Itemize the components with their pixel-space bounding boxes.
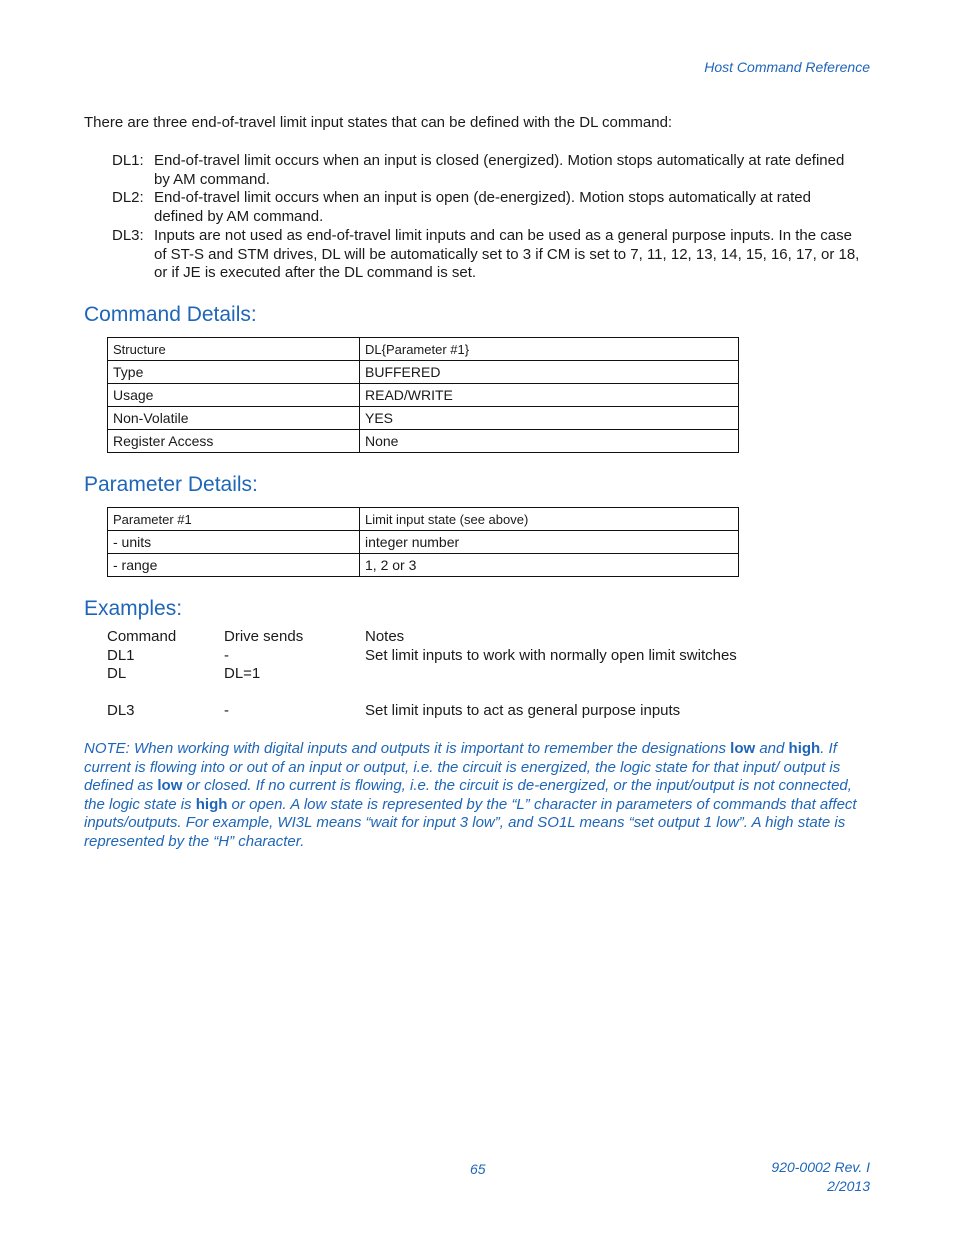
example-cell: DL=1 (224, 665, 261, 683)
examples-drive-sends-column (224, 628, 303, 721)
example-cell (365, 665, 737, 684)
example-cell: - (224, 702, 229, 720)
state-item-dl1 (112, 152, 862, 189)
note-text: and (755, 740, 789, 757)
state-term: DL1: (112, 152, 144, 169)
column-header: Drive sends (224, 628, 304, 645)
note-paragraph (84, 740, 859, 852)
running-header: Host Command Reference (704, 59, 870, 75)
example-cell: Set limit inputs to act as general purpose inputs (365, 702, 681, 720)
document-id (771, 1158, 870, 1196)
example-cell: - (224, 646, 229, 664)
table-cell: - range (108, 554, 360, 577)
note-text: . If current is flowing into or out of an input or output, i.e. the circuit is energized, the logic state for that input/ output is defined as (84, 740, 841, 795)
table-row (108, 430, 739, 453)
parameter-details-table (107, 507, 739, 577)
table-cell: - units (108, 531, 360, 554)
table-row (108, 384, 739, 407)
document-number: 920-0002 Rev. I (771, 1159, 870, 1175)
state-item-dl3 (112, 227, 862, 283)
intro-paragraph: There are three end-of-travel limit input states that can be defined with the DL command: (84, 114, 673, 131)
note-emphasis-low: low (157, 777, 183, 795)
example-cell: DL (107, 665, 127, 683)
note-emphasis-high: high (788, 740, 821, 757)
table-cell: Limit input state (see above) (360, 508, 739, 531)
note-text: or open. A low state is represented by the “L” character in parameters of commands that affect inputs/outputs. For example, WI3L means “wait for input 3 low”, and SO1L means “set output 1 low”. A high state is represented by the “H” character. (84, 795, 857, 850)
table-cell: integer number (360, 531, 739, 554)
state-item-dl2 (112, 189, 862, 226)
table-row (108, 531, 739, 554)
column-header: Notes (365, 628, 405, 645)
column-header: Command (107, 628, 177, 645)
table-row (108, 338, 739, 361)
state-description: End-of-travel limit occurs when an input is open (de-energized). Motion stops automatically at rated defined by AM command. (154, 189, 811, 225)
example-cell (365, 684, 737, 703)
example-cell: Set limit inputs to work with normally open limit switches (365, 646, 737, 664)
example-cell (224, 684, 303, 703)
note-text: NOTE: When working with digital inputs and outputs it is important to remember the designations (84, 740, 731, 757)
example-cell: DL3 (107, 702, 135, 720)
table-row (108, 407, 739, 430)
table-row (108, 554, 739, 577)
table-row (108, 508, 739, 531)
table-cell: DL{Parameter #1} (360, 338, 739, 361)
examples-command-column (107, 628, 176, 721)
table-cell: Type (108, 361, 360, 384)
parameter-details-heading: Parameter Details: (84, 473, 258, 496)
table-cell: YES (360, 407, 739, 430)
table-cell: Non-Volatile (108, 407, 360, 430)
examples-notes-column (365, 628, 737, 721)
state-description: Inputs are not used as end-of-travel limit inputs and can be used as a general purpose inputs. In the case of ST-S and STM drives, DL will be automatically set to 3 if CM is set to 7, 11, 12, 13, 14, 15, 16, 17, or 18, or if JE is executed after the DL command is set. (154, 227, 860, 281)
example-cell (107, 684, 176, 703)
note-emphasis-high: high (195, 795, 228, 813)
page-number: 65 (470, 1161, 486, 1177)
state-term: DL3: (112, 227, 144, 244)
state-term: DL2: (112, 189, 144, 206)
document-date: 2/2013 (827, 1178, 870, 1194)
table-cell: Usage (108, 384, 360, 407)
table-cell: Parameter #1 (108, 508, 360, 531)
table-cell: READ/WRITE (360, 384, 739, 407)
table-row (108, 361, 739, 384)
state-description: End-of-travel limit occurs when an input is closed (energized). Motion stops automatically at rate defined by AM command. (154, 152, 845, 188)
examples-heading: Examples: (84, 597, 183, 620)
example-cell: DL1 (107, 646, 135, 664)
command-details-table (107, 337, 739, 453)
table-cell: Register Access (108, 430, 360, 453)
command-details-heading: Command Details: (84, 303, 257, 326)
note-text: or closed. If no current is flowing, i.e. the circuit is de-energized, or the input/output is not connected, the logic state is (84, 777, 852, 813)
table-cell: BUFFERED (360, 361, 739, 384)
table-cell: Structure (108, 338, 360, 361)
table-cell: 1, 2 or 3 (360, 554, 739, 577)
note-emphasis-low: low (730, 740, 756, 757)
table-cell: None (360, 430, 739, 453)
